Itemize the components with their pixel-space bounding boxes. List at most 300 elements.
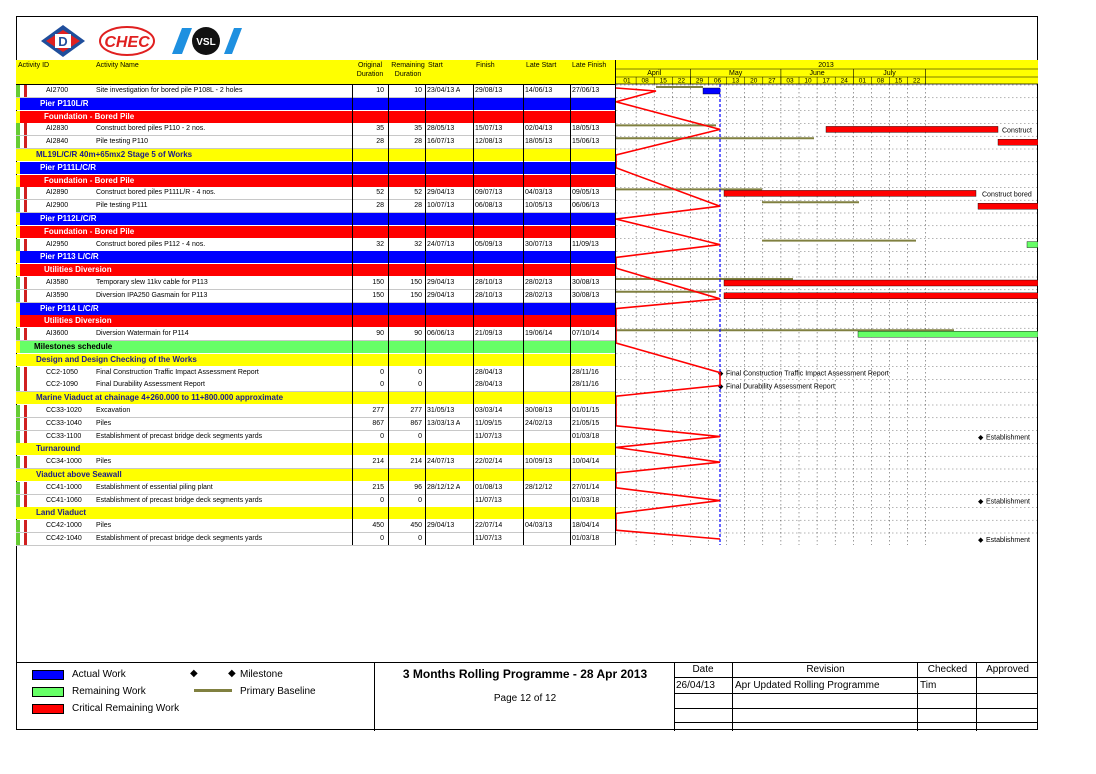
gantt-chart	[616, 60, 1038, 545]
activity-row[interactable]	[16, 495, 616, 508]
timeline-week: 17	[822, 77, 830, 85]
finish-date: 22/07/14	[475, 522, 503, 530]
section-title: Pier P114 L/C/R	[40, 303, 99, 313]
activity-row[interactable]	[16, 431, 616, 444]
milestone-label: Establishment	[986, 498, 1030, 506]
original-duration: 90	[376, 330, 384, 338]
col-divider	[570, 84, 571, 545]
remaining-duration: 0	[418, 496, 422, 504]
original-duration: 0	[380, 368, 384, 376]
late-start-date: 04/03/13	[525, 189, 553, 197]
legend-milestone-label: Milestone	[240, 669, 283, 680]
timeline-month: July	[883, 70, 896, 77]
finish-date: 11/07/13	[475, 496, 502, 504]
section-row[interactable]	[16, 149, 615, 161]
activity-id: CC34-1000	[46, 458, 82, 466]
wbs-indicator	[24, 123, 27, 135]
late-finish-date: 07/10/14	[572, 330, 600, 338]
remaining-duration: 0	[418, 432, 422, 440]
section-title: Pier P112L/C/R	[40, 214, 97, 223]
critical-bar	[724, 280, 1038, 286]
late-start-date: 10/09/13	[525, 458, 553, 466]
wbs-indicator	[16, 379, 20, 391]
late-finish-date: 28/11/16	[572, 381, 599, 389]
section-title: Design and Design Checking of the Works	[36, 354, 197, 364]
col-divider	[425, 84, 426, 545]
wbs-indicator	[24, 495, 27, 507]
critical-bar	[724, 293, 1038, 299]
finish-date: 03/03/14	[475, 407, 503, 414]
original-duration: 32	[376, 240, 384, 248]
activity-row[interactable]	[16, 187, 616, 200]
milestone-label: Establishment	[986, 537, 1030, 544]
remaining-bar	[858, 331, 1038, 337]
late-start-date: 04/03/13	[525, 522, 553, 530]
timeline-week: 08	[876, 77, 885, 85]
wbs-indicator	[16, 251, 20, 263]
late-finish-date: 11/09/13	[572, 240, 599, 248]
wbs-indicator	[16, 367, 20, 379]
activity-row[interactable]	[16, 533, 616, 546]
activity-name: Piles	[96, 419, 112, 427]
activity-name: Excavation	[96, 407, 131, 414]
wbs-indicator	[16, 98, 20, 110]
section-title: Foundation - Bored Pile	[44, 175, 135, 185]
activity-id: AI2890	[46, 189, 69, 197]
late-finish-date: 30/08/13	[572, 291, 600, 299]
wbs-indicator	[16, 431, 20, 443]
original-duration: 52	[376, 189, 384, 197]
late-start-date: 28/02/13	[525, 291, 553, 299]
start-date: 29/04/13	[427, 522, 455, 530]
rev-header-date: Date	[692, 664, 714, 675]
section-row[interactable]	[16, 264, 615, 276]
milestone-icon: ◆	[978, 537, 984, 544]
wbs-indicator	[16, 443, 20, 455]
finish-date: 11/09/15	[475, 419, 502, 427]
activity-row[interactable]	[16, 328, 616, 341]
activity-row[interactable]	[16, 379, 616, 392]
vsl-logo	[168, 24, 244, 58]
original-duration: 0	[380, 535, 384, 542]
start-date: 31/05/13	[427, 407, 455, 414]
wbs-indicator	[16, 226, 20, 238]
section-row[interactable]	[16, 251, 615, 263]
section-title: Viaduct above Seawall	[36, 470, 122, 479]
late-finish-date: 27/01/14	[572, 483, 600, 491]
remaining-duration: 10	[414, 87, 422, 94]
milestone-label: Final Durability Assessment Report	[726, 383, 835, 391]
wbs-indicator	[24, 239, 27, 251]
activity-name: Piles	[96, 522, 112, 530]
late-start-date: 14/06/13	[525, 87, 553, 94]
section-row[interactable]	[16, 226, 615, 238]
timeline-week: 20	[750, 77, 758, 85]
activity-row[interactable]	[16, 136, 616, 149]
milestone-icon: ◆	[228, 668, 236, 679]
col-divider	[352, 84, 353, 545]
activity-id: CC33-1040	[46, 419, 82, 427]
legend-critical-label: Critical Remaining Work	[72, 703, 180, 714]
wbs-indicator	[16, 111, 20, 123]
header-late-start: Late Start	[526, 62, 557, 69]
activity-row[interactable]	[16, 277, 616, 290]
start-date: 13/03/13 A	[427, 419, 461, 427]
activity-id: CC42-1040	[46, 535, 82, 542]
actual-bar	[703, 88, 720, 94]
late-start-date: 30/07/13	[525, 240, 553, 248]
original-duration: 277	[372, 407, 384, 414]
activity-row[interactable]	[16, 520, 616, 533]
wbs-indicator	[24, 85, 27, 97]
section-row[interactable]	[16, 354, 615, 366]
late-start-date: 30/08/13	[525, 407, 553, 414]
milestone-icon: ◆	[978, 498, 984, 506]
late-finish-date: 01/03/18	[572, 535, 600, 542]
wbs-indicator	[16, 187, 20, 199]
timeline-week: 13	[732, 77, 740, 85]
late-start-date: 10/05/13	[525, 202, 553, 210]
remaining-duration: 90	[414, 330, 422, 338]
start-date: 23/04/13 A	[427, 87, 461, 94]
milestone-label: Establishment	[986, 434, 1030, 442]
wbs-indicator	[24, 482, 27, 494]
header-finish: Finish	[476, 62, 495, 69]
wbs-indicator	[24, 136, 27, 148]
header-activity-name: Activity Name	[96, 62, 139, 69]
activity-id: CC33-1100	[46, 432, 82, 440]
start-date: 28/05/13	[427, 125, 455, 133]
remaining-duration: 35	[414, 125, 422, 133]
timeline-week: 27	[768, 77, 776, 85]
wbs-indicator	[16, 175, 20, 187]
start-date: 29/04/13	[427, 291, 455, 299]
critical-bar	[998, 139, 1038, 145]
remaining-duration: 277	[410, 407, 422, 414]
activity-name: Piles	[96, 458, 112, 466]
d-logo	[40, 24, 86, 58]
header-remaining-duration: Remaining Duration	[391, 62, 425, 78]
wbs-indicator	[16, 328, 20, 340]
late-finish-date: 18/04/14	[572, 522, 600, 530]
section-title: ML19L/C/R 40m+65mx2 Stage 5 of Works	[36, 150, 193, 159]
activity-id: CC2-1050	[46, 368, 78, 376]
timeline-month: May	[729, 70, 743, 77]
timeline-week: 22	[677, 77, 685, 85]
wbs-indicator	[16, 469, 20, 481]
original-duration: 28	[376, 138, 384, 146]
wbs-indicator	[24, 277, 27, 289]
legend-remaining-swatch	[32, 687, 64, 697]
finish-date: 01/08/13	[475, 483, 503, 491]
wbs-indicator	[16, 264, 20, 276]
wbs-indicator	[24, 367, 27, 379]
wbs-indicator	[24, 187, 27, 199]
rev-header-revision: Revision	[806, 664, 845, 675]
critical-bar	[826, 126, 998, 132]
remaining-duration: 0	[418, 368, 422, 376]
original-duration: 450	[372, 522, 384, 530]
rev-description: Apr Updated Rolling Programme	[735, 680, 880, 691]
original-duration: 867	[372, 419, 384, 427]
finish-date: 11/07/13	[475, 432, 502, 440]
wbs-indicator	[16, 239, 20, 251]
legend-critical-swatch	[32, 704, 64, 714]
start-date: 24/07/13	[427, 458, 455, 466]
timeline-week: 15	[894, 77, 903, 85]
start-date: 29/04/13	[427, 279, 455, 286]
start-date: 24/07/13	[427, 240, 455, 248]
late-finish-date: 27/06/13	[572, 87, 600, 94]
remaining-duration: 28	[414, 202, 422, 210]
header-original-duration: Original Duration	[356, 62, 384, 78]
section-title: Foundation - Bored Pile	[44, 111, 135, 121]
wbs-indicator	[16, 405, 20, 417]
section-row[interactable]	[16, 507, 615, 519]
late-finish-date: 01/03/18	[572, 496, 600, 504]
activity-row[interactable]	[16, 482, 616, 495]
finish-date: 12/08/13	[475, 138, 503, 146]
timeline-week: 01	[623, 77, 631, 85]
section-row[interactable]	[16, 303, 615, 315]
milestone-icon: ◆	[718, 370, 724, 378]
start-date: 16/07/13	[427, 138, 455, 146]
activity-id: AI2900	[46, 202, 69, 210]
wbs-indicator	[16, 418, 20, 430]
activity-row[interactable]	[16, 367, 616, 380]
activity-row[interactable]	[16, 85, 616, 98]
wbs-indicator	[24, 328, 27, 340]
finish-date: 28/04/13	[475, 381, 503, 389]
section-row[interactable]	[16, 443, 615, 455]
programme-title: 3 Months Rolling Programme - 28 Apr 2013	[402, 667, 648, 681]
remaining-duration: 32	[414, 240, 422, 248]
remaining-duration: 52	[414, 189, 422, 197]
wbs-indicator	[16, 495, 20, 507]
timeline-week: 24	[840, 77, 848, 85]
activity-row[interactable]	[16, 239, 616, 252]
legend-remaining-label: Remaining Work	[72, 686, 146, 697]
activity-id: CC33-1020	[46, 407, 82, 414]
rev-header-checked: Checked	[927, 664, 968, 675]
section-row[interactable]	[16, 392, 615, 404]
late-finish-date: 30/08/13	[572, 279, 600, 286]
legend-title-block	[16, 662, 1038, 731]
timeline-month: June	[809, 70, 825, 77]
section-title: Pier P110L/R	[40, 98, 89, 108]
late-start-date: 28/12/12	[525, 483, 553, 491]
activity-id: AI2830	[46, 125, 69, 133]
activity-row[interactable]	[16, 456, 616, 469]
activity-id: CC41-1000	[46, 483, 82, 491]
legend-baseline-label: Primary Baseline	[240, 686, 316, 697]
wbs-indicator	[16, 354, 20, 366]
activity-id: AI3590	[46, 291, 69, 299]
activity-id: CC42-1000	[46, 522, 82, 530]
finish-date: 28/04/13	[475, 368, 503, 376]
activity-name: Construct bored piles P111L/R - 4 nos.	[96, 189, 216, 197]
remaining-duration: 150	[410, 279, 422, 286]
divider	[374, 663, 375, 731]
section-title: Turnaround	[36, 444, 81, 454]
section-row[interactable]	[16, 111, 615, 123]
svg-text:D: D	[58, 34, 68, 49]
activity-name: Establishment of essential piling plant	[96, 483, 213, 491]
activity-name: Construct bored piles P110 - 2 nos.	[96, 125, 206, 133]
section-title: Pier P113 L/C/R	[40, 252, 99, 262]
finish-date: 11/07/13	[475, 535, 502, 542]
section-title: Marine Viaduct at chainage 4+260.000 to 11+800.000 approximate	[36, 393, 284, 403]
section-title: Land Viaduct	[36, 508, 87, 518]
wbs-indicator	[16, 149, 20, 161]
late-finish-date: 06/06/13	[572, 202, 600, 210]
original-duration: 215	[372, 483, 384, 491]
finish-date: 06/08/13	[475, 202, 503, 210]
svg-text:CHEC: CHEC	[104, 34, 150, 51]
wbs-indicator	[16, 341, 20, 353]
wbs-indicator	[16, 533, 20, 545]
late-finish-date: 01/03/18	[572, 432, 600, 440]
timeline-month: April	[647, 70, 662, 77]
wbs-indicator	[16, 507, 20, 519]
finish-date: 29/08/13	[475, 87, 503, 94]
late-finish-date: 09/05/13	[572, 189, 600, 197]
col-divider	[388, 84, 389, 545]
activity-name: Diversion Watermain for P114	[96, 330, 189, 338]
wbs-indicator	[24, 431, 27, 443]
activity-name: Site investigation for bored pile P108L - 2 holes	[96, 87, 243, 94]
section-row[interactable]	[16, 315, 615, 327]
original-duration: 0	[380, 496, 384, 504]
late-finish-date: 15/06/13	[572, 138, 600, 146]
milestone-icon: ◆	[190, 668, 198, 679]
original-duration: 10	[376, 87, 384, 94]
activity-name: Temporary slew 11kv cable for P113	[96, 279, 208, 286]
late-finish-date: 10/04/14	[572, 458, 600, 466]
section-title: Milestones schedule	[34, 342, 113, 351]
activity-name: Diversion IPA250 Gasmain for P113	[96, 291, 208, 299]
wbs-indicator	[16, 303, 20, 315]
header-activity-id: Activity ID	[18, 62, 50, 69]
finish-date: 28/10/13	[475, 279, 503, 286]
original-duration: 150	[372, 279, 384, 286]
activity-id: AI3580	[46, 279, 69, 286]
section-row[interactable]	[16, 162, 615, 174]
wbs-indicator	[24, 520, 27, 532]
activity-name: Establishment of precast bridge deck segments yards	[96, 496, 263, 504]
activity-id: AI2950	[46, 240, 69, 248]
legend-baseline-swatch	[194, 689, 232, 692]
late-finish-date: 01/01/15	[572, 407, 600, 414]
wbs-indicator	[16, 290, 20, 302]
critical-bar	[724, 190, 976, 196]
wbs-indicator	[16, 213, 20, 225]
legend-actual-swatch	[32, 670, 64, 680]
wbs-indicator	[16, 315, 20, 327]
section-title: Pier P111L/C/R	[40, 162, 97, 172]
wbs-indicator	[16, 162, 20, 174]
late-finish-date: 28/11/16	[572, 368, 599, 376]
remaining-bar	[1027, 242, 1038, 248]
section-title: Foundation - Bored Pile	[44, 226, 135, 236]
late-finish-date: 21/05/15	[572, 419, 600, 427]
remaining-duration: 450	[410, 522, 422, 530]
late-start-date: 19/06/14	[525, 330, 553, 338]
critical-bar	[978, 203, 1038, 209]
original-duration: 0	[380, 381, 384, 389]
section-title: Utilities Diversion	[44, 265, 112, 275]
original-duration: 35	[376, 125, 384, 133]
activity-row[interactable]	[16, 290, 616, 303]
wbs-indicator	[16, 392, 20, 404]
start-date: 28/12/12 A	[427, 483, 461, 491]
activity-row[interactable]	[16, 405, 616, 418]
remaining-duration: 214	[410, 458, 422, 466]
timeline-year: 2013	[818, 62, 834, 69]
late-start-date: 24/02/13	[525, 419, 553, 427]
timeline-week: 22	[913, 77, 921, 85]
wbs-indicator	[16, 456, 20, 468]
late-start-date: 18/05/13	[525, 138, 553, 146]
activity-row[interactable]	[16, 418, 616, 431]
section-title: Utilities Diversion	[44, 316, 112, 326]
activity-id: AI2700	[46, 87, 69, 94]
timeline-week: 03	[786, 77, 794, 85]
wbs-indicator	[16, 277, 20, 289]
timeline-week: 08	[641, 77, 649, 85]
svg-text:VSL: VSL	[196, 37, 216, 48]
start-date: 29/04/13	[427, 189, 455, 197]
section-row[interactable]	[16, 213, 615, 225]
wbs-indicator	[24, 456, 27, 468]
wbs-indicator	[16, 520, 20, 532]
col-divider	[523, 84, 524, 545]
original-duration: 0	[380, 432, 384, 440]
rev-checked: Tim	[920, 680, 937, 691]
milestone-label: Final Construction Traffic Impact Assessment Report	[726, 370, 889, 378]
section-row[interactable]	[16, 469, 615, 481]
wbs-indicator	[24, 290, 27, 302]
activity-row[interactable]	[16, 123, 616, 136]
activity-id: CC2-1090	[46, 381, 78, 389]
activity-name: Establishment of precast bridge deck segments yards	[96, 535, 263, 542]
wbs-indicator	[24, 418, 27, 430]
activity-id: AI2840	[46, 138, 69, 146]
finish-date: 05/09/13	[475, 240, 503, 248]
activity-name: Final Construction Traffic Impact Assessment Report	[96, 368, 259, 376]
activity-name: Pile testing P111	[96, 202, 148, 210]
wbs-indicator	[16, 136, 20, 148]
header-start: Start	[428, 62, 443, 69]
timeline-week: 06	[713, 77, 722, 85]
finish-date: 28/10/13	[475, 291, 503, 299]
activity-row[interactable]	[16, 200, 616, 213]
finish-date: 09/07/13	[475, 189, 503, 197]
remaining-duration: 28	[414, 138, 422, 146]
remaining-duration: 96	[414, 483, 422, 491]
section-row[interactable]	[16, 98, 615, 110]
wbs-indicator	[16, 123, 20, 135]
bar-label: Construct bored	[982, 191, 1032, 199]
timeline-week: 10	[804, 77, 812, 85]
section-row[interactable]	[16, 341, 615, 353]
wbs-indicator	[16, 482, 20, 494]
wbs-indicator	[16, 85, 20, 97]
legend-actual-label: Actual Work	[72, 669, 126, 680]
header-late-finish: Late Finish	[572, 62, 607, 69]
section-row[interactable]	[16, 175, 615, 187]
late-finish-date: 18/05/13	[572, 125, 600, 133]
